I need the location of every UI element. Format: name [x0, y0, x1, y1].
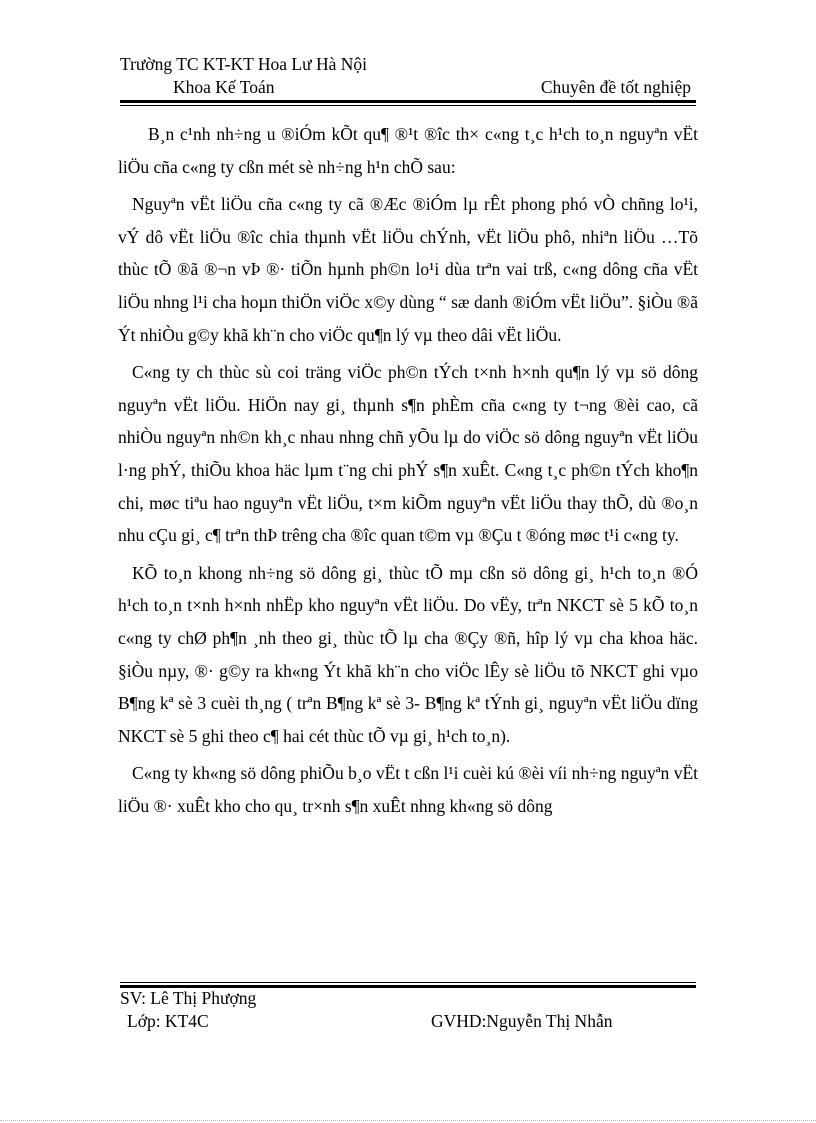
- paragraph: KÕ to¸n khong nh÷ng sö dông gi¸ thùc tÕ mµ cßn sö dông gi¸ h¹ch to¸n ®Ó h¹ch to¸n t×nh h×nh nhËp kho nguyªn vËt liÖu. Do vËy, trªn NKCT sè 5 kÕ to¸n c«ng ty chØ ph¶n ¸nh theo gi¸ thùc tÕ lµ cha ®Çy ®ñ, hîp lý vµ cha khoa häc. §iÒu nµy, ®· g©y ra kh«ng Ýt khã kh¨n cho viÖc lÊy sè liÖu tõ NKCT ghi vµo B¶ng kª sè 3 cuèi th¸ng ( trªn B¶ng kª sè 3- B¶ng kª tÝnh gi¸ nguyªn vËt liÖu dïng NKCT sè 5 ghi theo c¶ hai cét thùc tÕ vµ gi¸ h¹ch to¸n).: [118, 562, 698, 746]
- student-name: SV: Lê Thị Phượng: [120, 988, 257, 1008]
- advisor-name: GVHD:Nguyễn Thị Nhẫn: [431, 1011, 613, 1031]
- page-edge-dots: [0, 1120, 816, 1121]
- body-text: [118, 118, 698, 822]
- header-rule-thick: [120, 100, 696, 103]
- paragraph: C«ng ty kh«ng sö dông phiÕu b¸o vËt t cßn l¹i cuèi kú ®èi víi nh÷ng nguyªn vËt liÖu ®· xuÊt kho cho qu¸ tr×nh s¶n xuÊt nhng kh«ng sö dông: [118, 763, 698, 816]
- paragraph: C«ng ty ch thùc sù coi träng viÖc ph©n tÝch t×nh h×nh qu¶n lý vµ sö dông nguyªn vËt liÖu. HiÖn nay gi¸ thµnh s¶n phÈm cña c«ng ty t¬ng ®èi cao, cã nhiÒu nguyªn nh©n kh¸c nhau nhng chñ yÕu lµ do viÖc sö dông nguyªn vËt liÖu l·ng phÝ, thiÕu khoa häc lµm t¨ng chi phÝ s¶n xuÊt. C«ng t¸c ph©n tÝch kho¶n chi, møc tiªu hao nguyªn vËt liÖu, t×m kiÕm nguyªn vËt liÖu thay thÕ, dù ®o¸n nhu cÇu gi¸ c¶ trªn thÞ trêng cha ®îc quan t©m vµ ®Çu t ®óng møc t¹i c«ng ty.: [118, 362, 698, 546]
- header-rule-thin: [120, 105, 696, 106]
- footer-rule-thin: [120, 982, 696, 983]
- school-name: Trường TC KT-KT Hoa Lư Hà Nội: [120, 54, 367, 74]
- class-name: Lớp: KT4C: [127, 1011, 209, 1031]
- faculty-name: Khoa Kế Toán: [173, 77, 275, 97]
- paragraph: Nguyªn vËt liÖu cña c«ng ty cã ®Æc ®iÓm lµ rÊt phong phó vÒ chñng lo¹i, vÝ dô vËt liÖu ®îc chia thµnh vËt liÖu chÝnh, vËt liÖu phô, nhiªn liÖu …Tõ thùc tÕ ®ã ®¬n vÞ ®· tiÕn hµnh ph©n lo¹i dùa trªn vai trß, c«ng dông cña vËt liÖu nhng l¹i cha hoµn thiÖn viÖc x©y dùng “ sæ danh ®iÓm vËt liÖu”. §iÒu ®ã Ýt nhiÒu g©y khã kh¨n cho viÖc qu¶n lý vµ theo dâi vËt liÖu.: [118, 194, 698, 345]
- paragraph: B¸n c¹nh nh÷ng u ®iÓm kÕt qu¶ ®¹t ®îc th× c«ng t¸c h¹ch to¸n nguyªn vËt liÖu cña c«ng ty cßn mét sè nh÷ng h¹n chÕ sau:: [118, 124, 698, 177]
- document-type: Chuyên đề tốt nghiệp: [540, 77, 691, 97]
